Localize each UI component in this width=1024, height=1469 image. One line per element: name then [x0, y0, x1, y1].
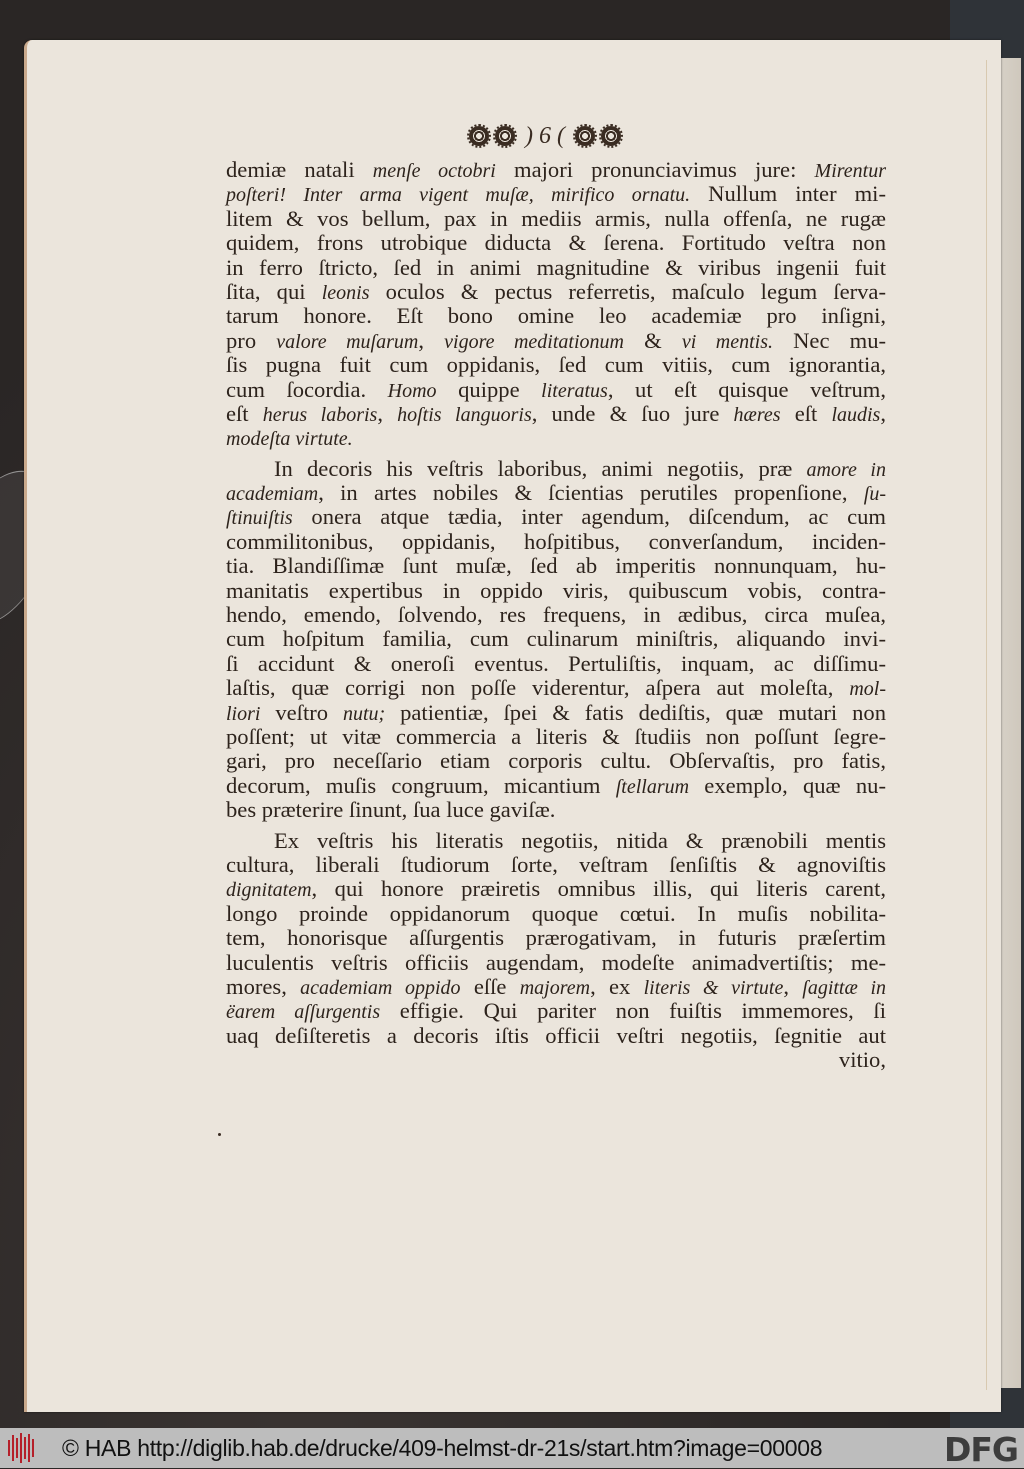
dfg-logo: DFG	[943, 1430, 1018, 1469]
text-line: ſis pugna fuit cum oppidanis, ſed cum vitiis, cum ignorantia,	[226, 352, 886, 378]
text-line: hendo, emendo, ſolvendo, res frequens, in ædibus, circa muſea,	[226, 602, 886, 628]
page-number: ) 6 (	[525, 122, 565, 149]
text-line: ſtinuiſtis onera atque tædia, inter agendum, diſcendum, ac cum	[226, 504, 886, 530]
text-line: tia. Blandiſſimæ ſunt muſæ, ſed ab imperitis nonnunquam, hu-	[226, 553, 886, 579]
text-line: pro valore muſarum, vigore meditationum & vi mentis. Nec mu-	[226, 327, 887, 353]
text-line: uaq deſiſteretis a decoris iſtis officii veſtri negotiis, ſegnitie aut	[226, 1022, 886, 1048]
text-line: luculentis veſtris officiis augendam, modeſte animadvertiſtis; me-	[226, 949, 886, 975]
text-line: laſtis, quæ corrigi non poſſe viderentur, aſpera aut moleſta, mol-	[226, 675, 886, 701]
text-line: dignitatem, qui honore præiretis omnibus illis, qui literis carent,	[226, 876, 886, 902]
text-line: quidem, frons utrobique diducta & ſerena. Fortitudo veſtra non	[226, 230, 886, 256]
page-text-body	[226, 158, 886, 1072]
text-line: cum ſocordia. Homo quippe literatus, ut eſt quisque veſtrum,	[226, 376, 887, 402]
text-line: tem, honorisque aſſurgentis prærogativam, in futuris præſertim	[226, 925, 886, 951]
fleuron-icon	[469, 126, 489, 146]
text-line: cum hoſpitum familia, cum culinarum miniſtris, aliquando invi-	[226, 626, 886, 652]
fleuron-icon	[495, 126, 515, 146]
text-line: commilitonibus, oppidanis, hoſpitibus, converſandum, inciden-	[226, 528, 886, 554]
text-line: ſi accidunt & oneroſi eventus. Pertuliſtis, inquam, ac diſſimu-	[226, 650, 886, 676]
text-line: Ex veſtris his literatis negotiis, nitida & prænobili mentis	[274, 827, 886, 853]
text-line: eſt herus laboris, hoſtis languoris, unde & ſuo jure hæres eſt laudis,	[226, 400, 886, 426]
text-line: mores, academiam oppido eſſe majorem, ex literis & virtute, ſagittæ in	[226, 973, 887, 999]
text-line: bes præterire ſinunt, ſua luce gaviſæ.	[226, 797, 556, 823]
ink-speck	[218, 1133, 221, 1136]
text-line: In decoris his veſtris laboribus, animi negotiis, præ amore in	[274, 455, 886, 481]
text-line: modeſta virtute.	[226, 428, 353, 451]
text-line: in ferro ſtricto, ſed in animi magnitudine & viribus ingenii fuit	[226, 254, 886, 280]
text-line: vitio,	[838, 1047, 886, 1073]
text-line: ëarem aſſurgentis effigie. Qui pariter non fuiſtis immemores, ſi	[226, 998, 886, 1024]
text-line: liori veſtro nutu; patientiæ, ſpei & fatis dediſtis, quæ mutari non	[226, 699, 886, 725]
text-line: demiæ natali menſe octobri majori pronunciavimus jure: Mirentur	[226, 157, 887, 182]
text-line: gari, pro neceſſario etiam corporis cultu. Obſervaſtis, pro fatis,	[226, 748, 886, 774]
text-line: litem & vos bellum, pax in mediis armis, nulla offenſa, ne rugæ	[226, 205, 886, 231]
text-line: decorum, muſis congruum, micantium ſtellarum exemplo, quæ nu-	[226, 772, 886, 798]
text-line: cultura, liberali ſtudiorum ſorte, veſtram ſenſiſtis & agnoviſtis	[226, 851, 886, 877]
fleuron-icon	[601, 126, 621, 146]
text-line: manitatis expertibus in oppido viris, quibuscum vobis, contra-	[226, 577, 886, 603]
text-line: ſita, qui leonis oculos & pectus referretis, maſculo legum ſerva-	[226, 278, 886, 304]
hab-logo-icon	[8, 1433, 34, 1463]
running-head	[430, 118, 660, 154]
text-line: longo proinde oppidanorum quoque cœtui. In muſis nobilita-	[226, 900, 886, 926]
footer-bar	[0, 1428, 1024, 1468]
text-line: academiam, in artes nobiles & ſcientias perutiles propenſione, ſu-	[226, 480, 886, 506]
text-line: tarum honore. Eſt bono omine leo academiæ pro inſigni,	[226, 303, 886, 329]
text-line: poſſent; ut vitæ commercia a literis & ſtudiis non poſſunt ſegre-	[226, 723, 886, 749]
text-line: poſteri! Inter arma vigent muſæ, mirifico ornatu. Nullum inter mi-	[226, 181, 886, 207]
fleuron-icon	[575, 126, 595, 146]
copyright-url[interactable]: © HAB http://diglib.hab.de/drucke/409-helmst-dr-21s/start.htm?image=00008	[62, 1434, 823, 1461]
